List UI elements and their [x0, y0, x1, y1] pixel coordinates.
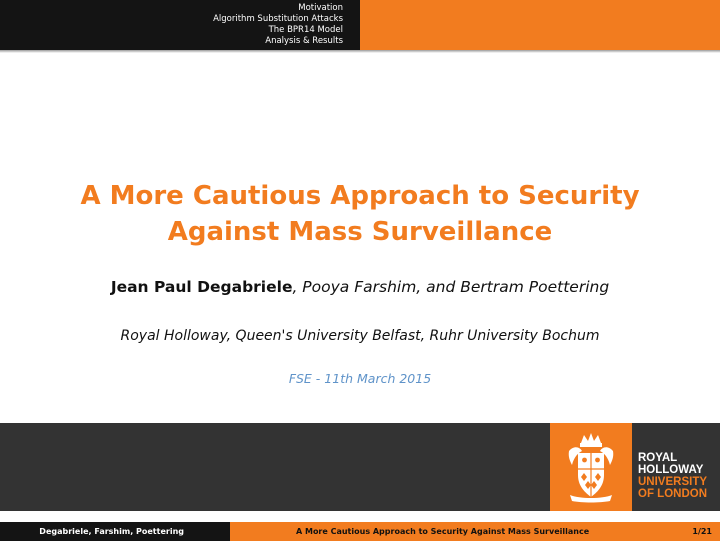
university-wordmark [638, 452, 707, 500]
footer-authors: Degabriele, Farshim, Poettering [0, 522, 230, 541]
university-logo [550, 423, 632, 511]
event-date: FSE - 11th March 2015 [288, 371, 432, 386]
header-shadow [0, 50, 720, 53]
co-authors: , Pooya Farshim, and Bertram Poettering [292, 278, 610, 296]
wordmark-line-1: ROYAL [638, 452, 678, 464]
page-number: 1/21 [692, 527, 712, 536]
title-line-1: A More Cautious Approach to Security [80, 181, 640, 211]
author-list [40, 278, 680, 296]
wordmark-line-4: OF LONDON [638, 488, 707, 500]
nav-item-bpr14-model[interactable]: The BPR14 Model [268, 25, 343, 35]
nav-item-analysis-results[interactable]: Analysis & Results [265, 36, 343, 46]
nav-item-motivation[interactable]: Motivation [298, 3, 343, 13]
presenting-author: Jean Paul Degabriele [110, 278, 293, 296]
footer-bar [0, 522, 720, 541]
header-bar [0, 0, 720, 50]
wordmark-line-2: HOLLOWAY [638, 464, 704, 476]
footer-title-panel [230, 522, 720, 541]
institutions: Royal Holloway, Queen's University Belfast, Ruhr University Bochum [120, 328, 600, 344]
nav-item-algorithm-substitution-attacks[interactable]: Algorithm Substitution Attacks [213, 14, 343, 24]
title-line-2: Against Mass Surveillance [167, 217, 553, 247]
wordmark-line-3: UNIVERSITY [638, 476, 708, 488]
header-accent-panel [360, 0, 720, 50]
footer-title: A More Cautious Approach to Security Against Mass Surveillance [296, 527, 590, 536]
crest-icon [566, 431, 616, 503]
section-navigation [213, 3, 343, 47]
header-nav-panel [0, 0, 360, 50]
slide-title [60, 178, 660, 250]
